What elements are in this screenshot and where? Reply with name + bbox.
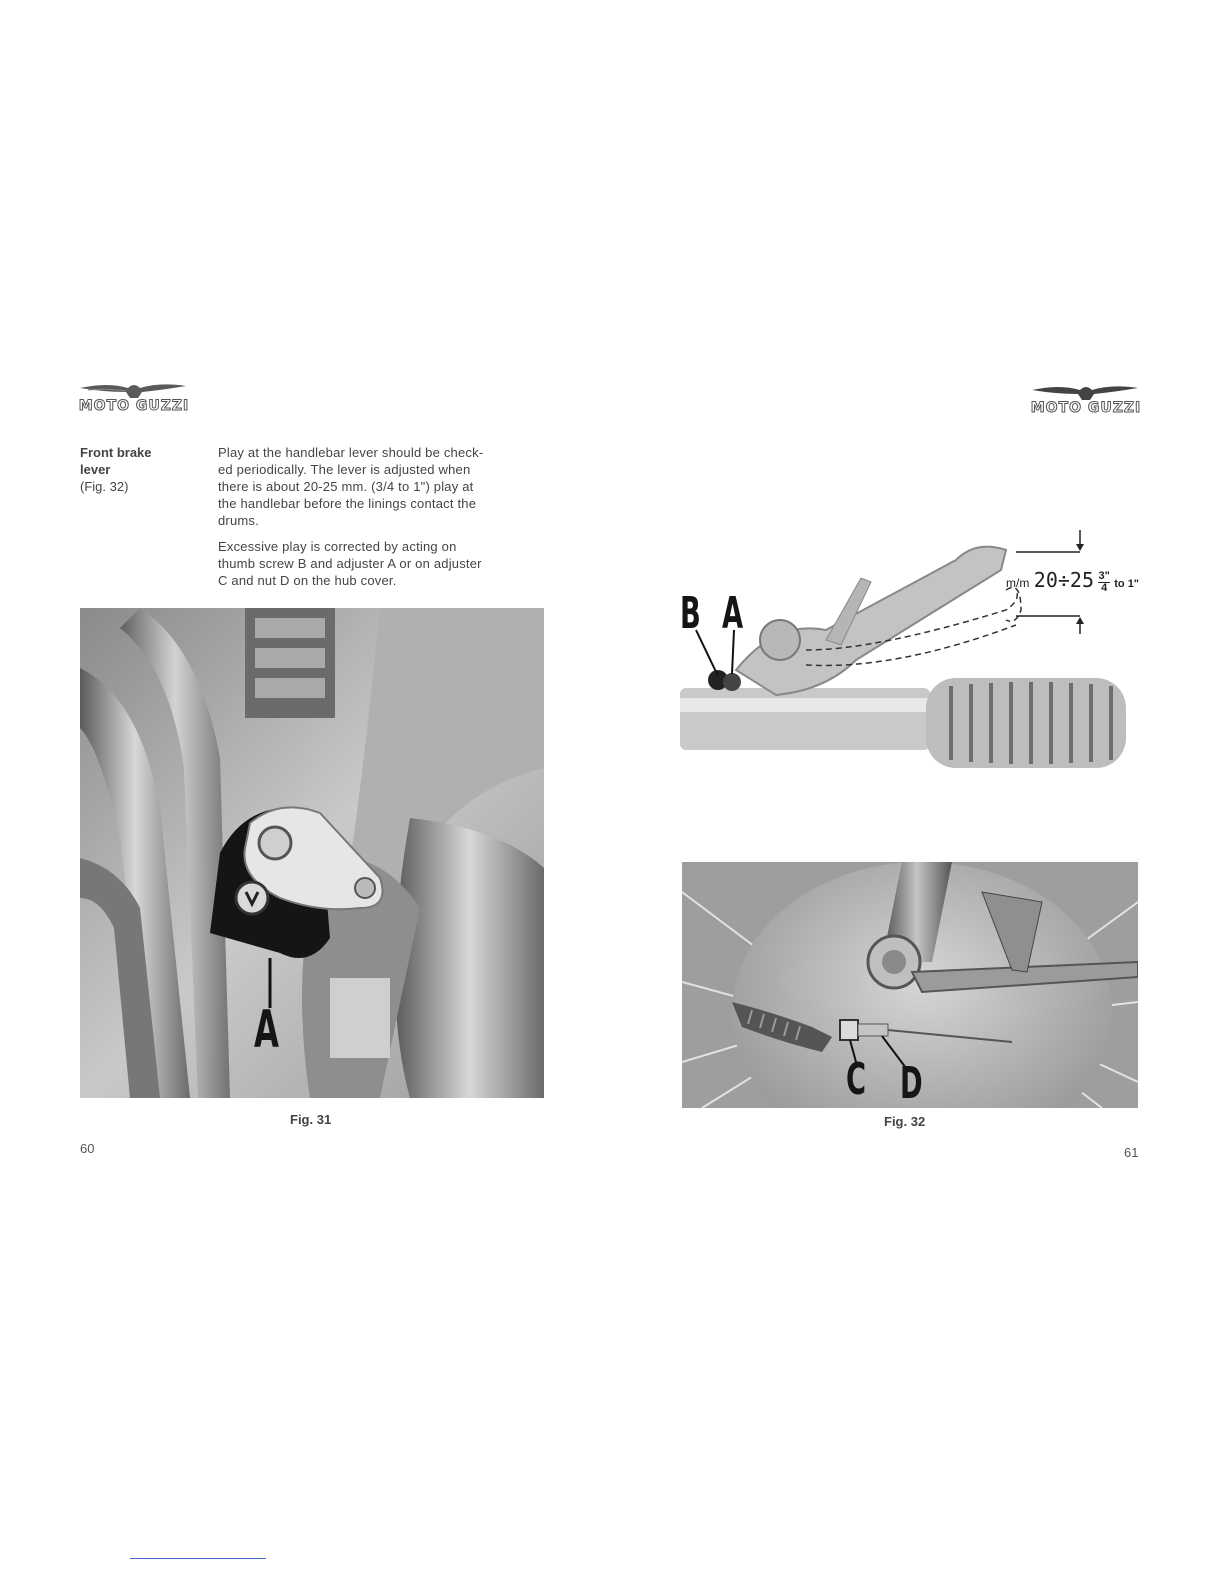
- text-line: there is about 20-25 mm. (3/4 to 1") play at: [218, 479, 474, 494]
- page-number-left: 60: [80, 1141, 95, 1156]
- measure-value: 20÷25: [1033, 568, 1094, 592]
- section-side-label: [80, 444, 200, 495]
- callout-B-label: B: [680, 588, 701, 639]
- text-line: Excessive play is corrected by acting on: [218, 539, 457, 554]
- side-label-line1: Front brake: [80, 445, 152, 460]
- moto-guzzi-logo-left: [78, 378, 190, 424]
- callout-A-label: A: [722, 588, 744, 639]
- text-line: ed periodically. The lever is adjusted when: [218, 462, 471, 477]
- measure-suffix: to 1": [1114, 578, 1140, 590]
- text-line: drums.: [218, 513, 259, 528]
- fraction-numerator: 3": [1098, 570, 1110, 583]
- paragraph-2: [218, 538, 544, 589]
- fraction-denominator: 4: [1101, 582, 1108, 595]
- play-measurement: [1006, 568, 1139, 594]
- handlebar-illustration: [676, 520, 1146, 790]
- figure-32-photo: [682, 862, 1138, 1108]
- measure-prefix: m/m: [1006, 576, 1030, 590]
- text-line: C and nut D on the hub cover.: [218, 573, 397, 588]
- figure-31-illustration: [80, 608, 544, 1098]
- page-number-right: 61: [1124, 1145, 1139, 1160]
- callout-C-label: C: [846, 1054, 867, 1105]
- logo-text: MOTO GUZZI: [1030, 400, 1142, 416]
- text-line: the handlebar before the linings contact the: [218, 496, 477, 511]
- callout-D-label: D: [900, 1058, 923, 1108]
- figure-31-caption: Fig. 31: [290, 1112, 332, 1127]
- footer-divider: [130, 1558, 266, 1559]
- text-line: thumb screw B and adjuster A or on adjuster: [218, 556, 482, 571]
- text-line: Play at the handlebar lever should be check-: [218, 445, 484, 460]
- figure-31-photo: [80, 608, 544, 1098]
- logo-text: MOTO GUZZI: [78, 398, 190, 414]
- handlebar-lever-figure: [676, 520, 1146, 790]
- measure-fraction: [1098, 571, 1109, 594]
- side-label-line2: lever: [80, 462, 111, 477]
- figure-32-caption: Fig. 32: [884, 1114, 926, 1129]
- side-label-line3: (Fig. 32): [80, 479, 129, 494]
- moto-guzzi-logo-right: [1030, 380, 1142, 426]
- callout-A-label: A: [254, 1000, 279, 1060]
- paragraph-1: [218, 444, 544, 529]
